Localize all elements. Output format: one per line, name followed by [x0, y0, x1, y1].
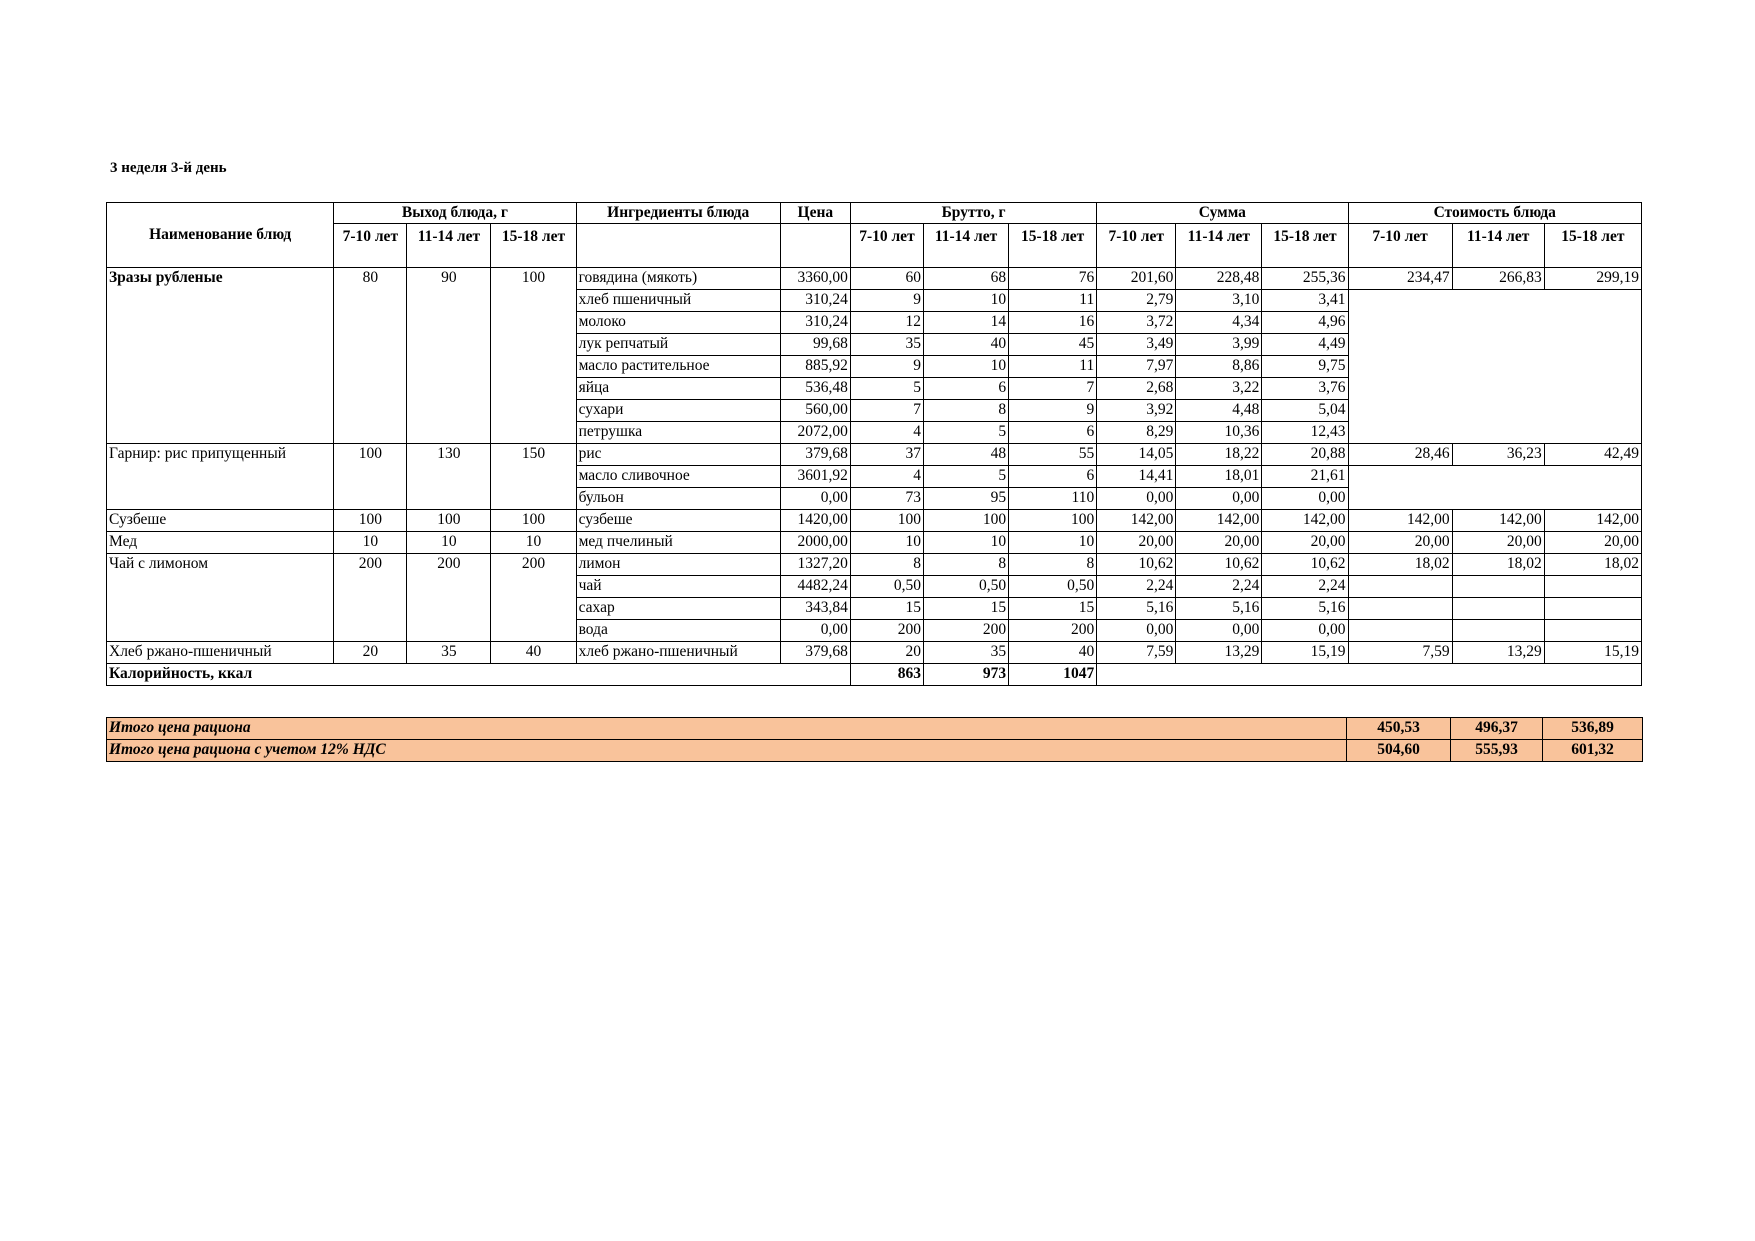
ingredient-sum: 3,22 [1176, 378, 1262, 400]
calories-value: 1047 [1009, 664, 1097, 686]
ingredient-name: говядина (мякоть) [576, 268, 780, 290]
ingredient-gross: 7 [850, 400, 923, 422]
header-age: 11-14 лет [1452, 224, 1544, 268]
ingredient-gross: 9 [1009, 400, 1097, 422]
ingredient-sum: 0,00 [1176, 620, 1262, 642]
ingredient-sum: 10,62 [1176, 554, 1262, 576]
ingredient-gross: 45 [1009, 334, 1097, 356]
header-age: 15-18 лет [1262, 224, 1348, 268]
header-age: 15-18 лет [491, 224, 576, 268]
dish-cost-empty [1452, 620, 1544, 642]
ingredient-name: сухари [576, 400, 780, 422]
ingredient-gross: 11 [1009, 290, 1097, 312]
dish-cost: 18,02 [1348, 554, 1452, 576]
header-blank [576, 224, 780, 268]
ingredient-sum: 20,88 [1262, 444, 1348, 466]
ingredient-gross: 68 [923, 268, 1008, 290]
page-title: 3 неделя 3-й день [110, 160, 227, 176]
ingredient-name: масло растительное [576, 356, 780, 378]
header-age: 7-10 лет [850, 224, 923, 268]
dish-cost: 142,00 [1452, 510, 1544, 532]
ingredient-gross: 0,50 [923, 576, 1008, 598]
dish-output: 100 [334, 444, 407, 510]
ingredient-name: бульон [576, 488, 780, 510]
ingredient-name: яйца [576, 378, 780, 400]
ingredient-gross: 4 [850, 422, 923, 444]
header-ingredients: Ингредиенты блюда [576, 203, 780, 224]
ingredient-gross: 5 [923, 422, 1008, 444]
ingredient-sum: 7,59 [1097, 642, 1176, 664]
table-row [107, 642, 1642, 664]
dish-cost-empty [1348, 598, 1452, 620]
ingredient-sum: 0,00 [1097, 620, 1176, 642]
ingredient-sum: 20,00 [1097, 532, 1176, 554]
ingredient-gross: 20 [850, 642, 923, 664]
dish-cost: 142,00 [1348, 510, 1452, 532]
ingredient-sum: 7,97 [1097, 356, 1176, 378]
ingredient-name: молоко [576, 312, 780, 334]
ingredient-sum: 0,00 [1262, 620, 1348, 642]
dish-cost-empty [1544, 620, 1641, 642]
ingredient-sum: 142,00 [1097, 510, 1176, 532]
dish-cost: 234,47 [1348, 268, 1452, 290]
header-age: 7-10 лет [1348, 224, 1452, 268]
calories-value: 863 [850, 664, 923, 686]
dish-cost-empty [1348, 466, 1642, 510]
ingredient-gross: 0,50 [850, 576, 923, 598]
ingredient-gross: 5 [850, 378, 923, 400]
dish-cost: 299,19 [1544, 268, 1641, 290]
header-age: 11-14 лет [923, 224, 1008, 268]
ingredient-sum: 142,00 [1176, 510, 1262, 532]
totals-label: Итого цена рациона [107, 718, 1347, 740]
dish-cost: 266,83 [1452, 268, 1544, 290]
dish-output: 20 [334, 642, 407, 664]
header-age: 7-10 лет [1097, 224, 1176, 268]
ingredient-gross: 16 [1009, 312, 1097, 334]
ingredient-gross: 40 [1009, 642, 1097, 664]
dish-output: 10 [407, 532, 491, 554]
dish-cost: 36,23 [1452, 444, 1544, 466]
dish-cost-empty [1348, 576, 1452, 598]
dish-cost-empty [1452, 576, 1544, 598]
totals-row [107, 718, 1643, 740]
ingredient-sum: 8,29 [1097, 422, 1176, 444]
ingredient-name: хлеб пшеничный [576, 290, 780, 312]
ingredient-gross: 73 [850, 488, 923, 510]
ingredient-gross: 35 [850, 334, 923, 356]
dish-cost: 18,02 [1544, 554, 1641, 576]
header-age: 11-14 лет [1176, 224, 1262, 268]
totals-vat-row [107, 740, 1643, 762]
header-age: 15-18 лет [1544, 224, 1641, 268]
header-age: 15-18 лет [1009, 224, 1097, 268]
ingredient-gross: 76 [1009, 268, 1097, 290]
ingredient-sum: 14,05 [1097, 444, 1176, 466]
ingredient-gross: 6 [1009, 422, 1097, 444]
totals-vat-label: Итого цена рациона с учетом 12% НДС [107, 740, 1347, 762]
ingredient-sum: 2,68 [1097, 378, 1176, 400]
ingredient-sum: 3,72 [1097, 312, 1176, 334]
dish-cost: 20,00 [1348, 532, 1452, 554]
ingredient-price: 310,24 [780, 290, 850, 312]
dish-output: 35 [407, 642, 491, 664]
ingredient-name: масло сливочное [576, 466, 780, 488]
ingredient-gross: 9 [850, 290, 923, 312]
ingredient-gross: 37 [850, 444, 923, 466]
ingredient-name: мед пчелиный [576, 532, 780, 554]
dish-output: 80 [334, 268, 407, 444]
header-blank [780, 224, 850, 268]
dish-cost: 42,49 [1544, 444, 1641, 466]
ingredient-sum: 228,48 [1176, 268, 1262, 290]
ingredient-gross: 7 [1009, 378, 1097, 400]
ingredient-sum: 10,62 [1097, 554, 1176, 576]
dish-name: Чай с лимоном [107, 554, 334, 642]
ingredient-name: сузбеше [576, 510, 780, 532]
totals-value: 536,89 [1543, 718, 1643, 740]
ingredient-sum: 142,00 [1262, 510, 1348, 532]
dish-cost: 142,00 [1544, 510, 1641, 532]
ingredient-sum: 10,36 [1176, 422, 1262, 444]
ingredient-name: петрушка [576, 422, 780, 444]
totals-value: 450,53 [1347, 718, 1451, 740]
dish-output: 100 [491, 510, 576, 532]
ingredient-sum: 20,00 [1262, 532, 1348, 554]
calories-value: 973 [923, 664, 1008, 686]
ingredient-price: 536,48 [780, 378, 850, 400]
ingredient-price: 1420,00 [780, 510, 850, 532]
ingredient-name: сахар [576, 598, 780, 620]
ingredient-gross: 60 [850, 268, 923, 290]
ingredient-sum: 18,22 [1176, 444, 1262, 466]
ingredient-sum: 4,34 [1176, 312, 1262, 334]
ingredient-gross: 100 [1009, 510, 1097, 532]
dish-output: 40 [491, 642, 576, 664]
header-age: 7-10 лет [334, 224, 407, 268]
ingredient-gross: 95 [923, 488, 1008, 510]
header-row-1 [107, 203, 1642, 224]
ingredient-sum: 20,00 [1176, 532, 1262, 554]
ingredient-sum: 5,16 [1262, 598, 1348, 620]
ingredient-sum: 0,00 [1176, 488, 1262, 510]
totals-vat-value: 601,32 [1543, 740, 1643, 762]
dish-cost-empty [1348, 290, 1642, 444]
dish-cost-empty [1348, 620, 1452, 642]
calories-empty [1097, 664, 1642, 686]
ingredient-sum: 5,04 [1262, 400, 1348, 422]
dish-output: 200 [407, 554, 491, 642]
ingredient-sum: 2,79 [1097, 290, 1176, 312]
ingredient-gross: 6 [1009, 466, 1097, 488]
ingredient-sum: 14,41 [1097, 466, 1176, 488]
totals-vat-value: 504,60 [1347, 740, 1451, 762]
ingredient-price: 885,92 [780, 356, 850, 378]
ingredient-name: чай [576, 576, 780, 598]
header-sum: Сумма [1097, 203, 1348, 224]
ingredient-price: 560,00 [780, 400, 850, 422]
dish-output: 200 [491, 554, 576, 642]
ingredient-gross: 35 [923, 642, 1008, 664]
table-row [107, 268, 1642, 290]
ingredient-gross: 8 [923, 554, 1008, 576]
dish-cost: 18,02 [1452, 554, 1544, 576]
ingredient-sum: 3,49 [1097, 334, 1176, 356]
ingredient-gross: 0,50 [1009, 576, 1097, 598]
dish-output: 150 [491, 444, 576, 510]
ingredient-sum: 3,76 [1262, 378, 1348, 400]
ingredient-gross: 12 [850, 312, 923, 334]
table-row [107, 554, 1642, 576]
ingredient-price: 1327,20 [780, 554, 850, 576]
dish-name: Зразы рубленые [107, 268, 334, 444]
header-output: Выход блюда, г [334, 203, 576, 224]
ingredient-sum: 12,43 [1262, 422, 1348, 444]
ingredient-price: 3360,00 [780, 268, 850, 290]
totals-vat-value: 555,93 [1451, 740, 1543, 762]
ingredient-sum: 8,86 [1176, 356, 1262, 378]
dish-cost: 15,19 [1544, 642, 1641, 664]
dish-cost: 20,00 [1452, 532, 1544, 554]
ingredient-sum: 3,10 [1176, 290, 1262, 312]
ingredient-sum: 5,16 [1097, 598, 1176, 620]
ingredient-sum: 3,41 [1262, 290, 1348, 312]
ingredient-gross: 15 [850, 598, 923, 620]
ingredient-gross: 10 [923, 356, 1008, 378]
ingredient-gross: 9 [850, 356, 923, 378]
ingredient-gross: 8 [1009, 554, 1097, 576]
menu-table [106, 202, 1642, 686]
ingredient-gross: 100 [850, 510, 923, 532]
totals-table [106, 717, 1643, 762]
ingredient-price: 0,00 [780, 488, 850, 510]
dish-output: 90 [407, 268, 491, 444]
ingredient-gross: 5 [923, 466, 1008, 488]
dish-name: Мед [107, 532, 334, 554]
ingredient-sum: 21,61 [1262, 466, 1348, 488]
ingredient-sum: 4,49 [1262, 334, 1348, 356]
ingredient-gross: 14 [923, 312, 1008, 334]
ingredient-name: лимон [576, 554, 780, 576]
dish-cost-empty [1544, 598, 1641, 620]
ingredient-sum: 4,96 [1262, 312, 1348, 334]
ingredient-gross: 10 [923, 532, 1008, 554]
ingredient-price: 2000,00 [780, 532, 850, 554]
ingredient-sum: 0,00 [1262, 488, 1348, 510]
ingredient-gross: 6 [923, 378, 1008, 400]
ingredient-gross: 10 [850, 532, 923, 554]
table-row [107, 444, 1642, 466]
ingredient-gross: 200 [923, 620, 1008, 642]
ingredient-gross: 55 [1009, 444, 1097, 466]
ingredient-name: лук репчатый [576, 334, 780, 356]
ingredient-price: 2072,00 [780, 422, 850, 444]
dish-cost: 28,46 [1348, 444, 1452, 466]
ingredient-gross: 8 [850, 554, 923, 576]
calories-row [107, 664, 1642, 686]
ingredient-sum: 2,24 [1097, 576, 1176, 598]
ingredient-sum: 3,99 [1176, 334, 1262, 356]
header-age: 11-14 лет [407, 224, 491, 268]
dish-cost: 7,59 [1348, 642, 1452, 664]
ingredient-gross: 15 [1009, 598, 1097, 620]
ingredient-sum: 2,24 [1262, 576, 1348, 598]
ingredient-gross: 110 [1009, 488, 1097, 510]
table-row [107, 510, 1642, 532]
ingredient-sum: 5,16 [1176, 598, 1262, 620]
ingredient-sum: 13,29 [1176, 642, 1262, 664]
ingredient-sum: 4,48 [1176, 400, 1262, 422]
ingredient-price: 3601,92 [780, 466, 850, 488]
header-dish-name: Наименование блюд [107, 203, 334, 268]
ingredient-price: 343,84 [780, 598, 850, 620]
ingredient-name: вода [576, 620, 780, 642]
ingredient-sum: 255,36 [1262, 268, 1348, 290]
dish-cost: 20,00 [1544, 532, 1641, 554]
ingredient-sum: 15,19 [1262, 642, 1348, 664]
header-price: Цена [780, 203, 850, 224]
dish-output: 100 [334, 510, 407, 532]
ingredient-name: хлеб ржано-пшеничный [576, 642, 780, 664]
ingredient-name: рис [576, 444, 780, 466]
totals-value: 496,37 [1451, 718, 1543, 740]
ingredient-gross: 200 [850, 620, 923, 642]
ingredient-gross: 11 [1009, 356, 1097, 378]
ingredient-price: 4482,24 [780, 576, 850, 598]
dish-name: Гарнир: рис припущенный [107, 444, 334, 510]
ingredient-sum: 0,00 [1097, 488, 1176, 510]
dish-name: Сузбеше [107, 510, 334, 532]
dish-output: 200 [334, 554, 407, 642]
ingredient-gross: 10 [1009, 532, 1097, 554]
dish-output: 100 [407, 510, 491, 532]
ingredient-sum: 18,01 [1176, 466, 1262, 488]
dish-output: 10 [491, 532, 576, 554]
ingredient-sum: 201,60 [1097, 268, 1176, 290]
ingredient-price: 379,68 [780, 444, 850, 466]
ingredient-gross: 8 [923, 400, 1008, 422]
table-body [107, 268, 1642, 686]
dish-name: Хлеб ржано-пшеничный [107, 642, 334, 664]
header-cost: Стоимость блюда [1348, 203, 1642, 224]
ingredient-gross: 48 [923, 444, 1008, 466]
dish-cost-empty [1544, 576, 1641, 598]
ingredient-sum: 2,24 [1176, 576, 1262, 598]
ingredient-sum: 9,75 [1262, 356, 1348, 378]
dish-output: 100 [491, 268, 576, 444]
table-row [107, 532, 1642, 554]
ingredient-price: 310,24 [780, 312, 850, 334]
header-row-2 [107, 224, 1642, 268]
ingredient-sum: 3,92 [1097, 400, 1176, 422]
ingredient-gross: 10 [923, 290, 1008, 312]
dish-cost: 13,29 [1452, 642, 1544, 664]
dish-output: 130 [407, 444, 491, 510]
ingredient-gross: 15 [923, 598, 1008, 620]
header-gross: Брутто, г [850, 203, 1096, 224]
calories-label: Калорийность, ккал [107, 664, 851, 686]
ingredient-price: 99,68 [780, 334, 850, 356]
ingredient-price: 379,68 [780, 642, 850, 664]
ingredient-sum: 10,62 [1262, 554, 1348, 576]
ingredient-gross: 40 [923, 334, 1008, 356]
dish-cost-empty [1452, 598, 1544, 620]
dish-output: 10 [334, 532, 407, 554]
ingredient-gross: 4 [850, 466, 923, 488]
ingredient-price: 0,00 [780, 620, 850, 642]
ingredient-gross: 200 [1009, 620, 1097, 642]
ingredient-gross: 100 [923, 510, 1008, 532]
